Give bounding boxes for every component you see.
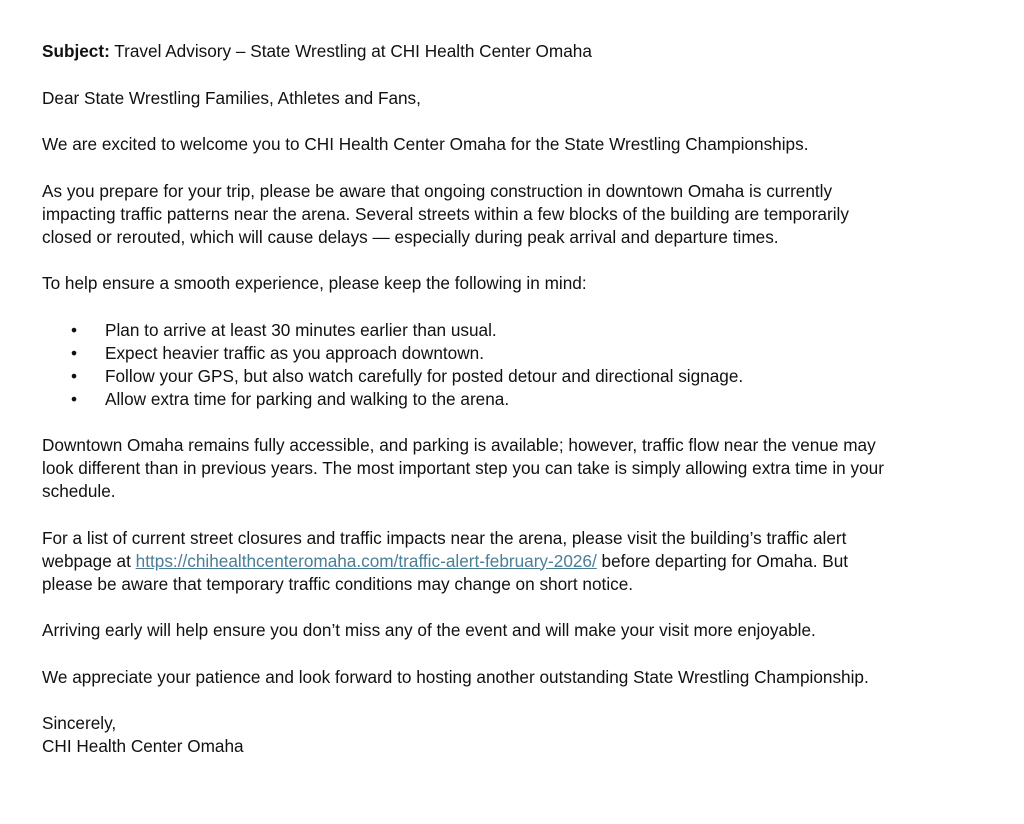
text-segment: webpage at — [42, 550, 136, 571]
list-item-text: Follow your GPS, but also watch carefully for posted detour and directional signage. — [105, 365, 744, 386]
text-line: Downtown Omaha remains fully accessible, and parking is available; however, traffic flow near the venue may — [42, 435, 876, 455]
text-line: For a list of current street closures and traffic impacts near the arena, please visit the building’s traffic alert — [42, 527, 847, 548]
text-segment: before departing for Omaha. But — [596, 550, 849, 571]
bullet-icon: • — [71, 342, 78, 363]
text-line — [42, 550, 1002, 573]
paragraph-traffic-alert — [42, 527, 1002, 596]
signature: CHI Health Center Omaha — [42, 736, 244, 756]
list-item — [42, 342, 1002, 365]
bullet-icon: • — [71, 319, 78, 340]
paragraph-accessibility — [42, 434, 1002, 503]
text-line: As you prepare for your trip, please be aware that ongoing construction in downtown Omaha is currently — [42, 180, 833, 201]
text-line: closed or rerouted, which will cause delays — especially during peak arrival and departure times. — [42, 226, 779, 247]
subject-line — [42, 40, 1002, 63]
text-line: please be aware that temporary traffic conditions may change on short notice. — [42, 573, 634, 594]
text-line: look different than in previous years. The most important step you can take is simply allowing extra time in your — [42, 458, 884, 478]
subject-label: Subject: — [42, 41, 110, 61]
paragraph-appreciation: We appreciate your patience and look forward to hosting another outstanding State Wrestling Championship. — [42, 666, 869, 687]
list-item-text: Plan to arrive at least 30 minutes earlier than usual. — [105, 319, 497, 340]
list-item-text: Allow extra time for parking and walking to the arena. — [105, 388, 510, 409]
list-item — [42, 365, 1002, 388]
sign-off — [42, 712, 1002, 758]
list-item-text: Expect heavier traffic as you approach downtown. — [105, 342, 484, 363]
list-item — [42, 319, 1002, 342]
paragraph-tips-intro: To help ensure a smooth experience, please keep the following in mind: — [42, 273, 587, 293]
paragraph-arrive-early: Arriving early will help ensure you don’t miss any of the event and will make your visit more enjoyable. — [42, 620, 816, 640]
list-item — [42, 388, 1002, 411]
paragraph-welcome: We are excited to welcome you to CHI Health Center Omaha for the State Wrestling Championships. — [42, 134, 809, 154]
traffic-alert-link[interactable]: https://chihealthcenteromaha.com/traffic-alert-february-2026/ — [135, 550, 597, 571]
subject-text: Travel Advisory – State Wrestling at CHI Health Center Omaha — [109, 41, 592, 61]
text-line: schedule. — [42, 481, 116, 501]
tips-list — [42, 319, 1002, 411]
text-line: impacting traffic patterns near the arena. Several streets within a few blocks of the building are temporarily — [42, 203, 849, 224]
paragraph-construction — [42, 180, 1002, 249]
bullet-icon: • — [71, 388, 78, 409]
bullet-icon: • — [71, 365, 78, 386]
letter-document — [42, 40, 1002, 782]
closing: Sincerely, — [42, 713, 117, 733]
greeting: Dear State Wrestling Families, Athletes and Fans, — [42, 87, 421, 108]
